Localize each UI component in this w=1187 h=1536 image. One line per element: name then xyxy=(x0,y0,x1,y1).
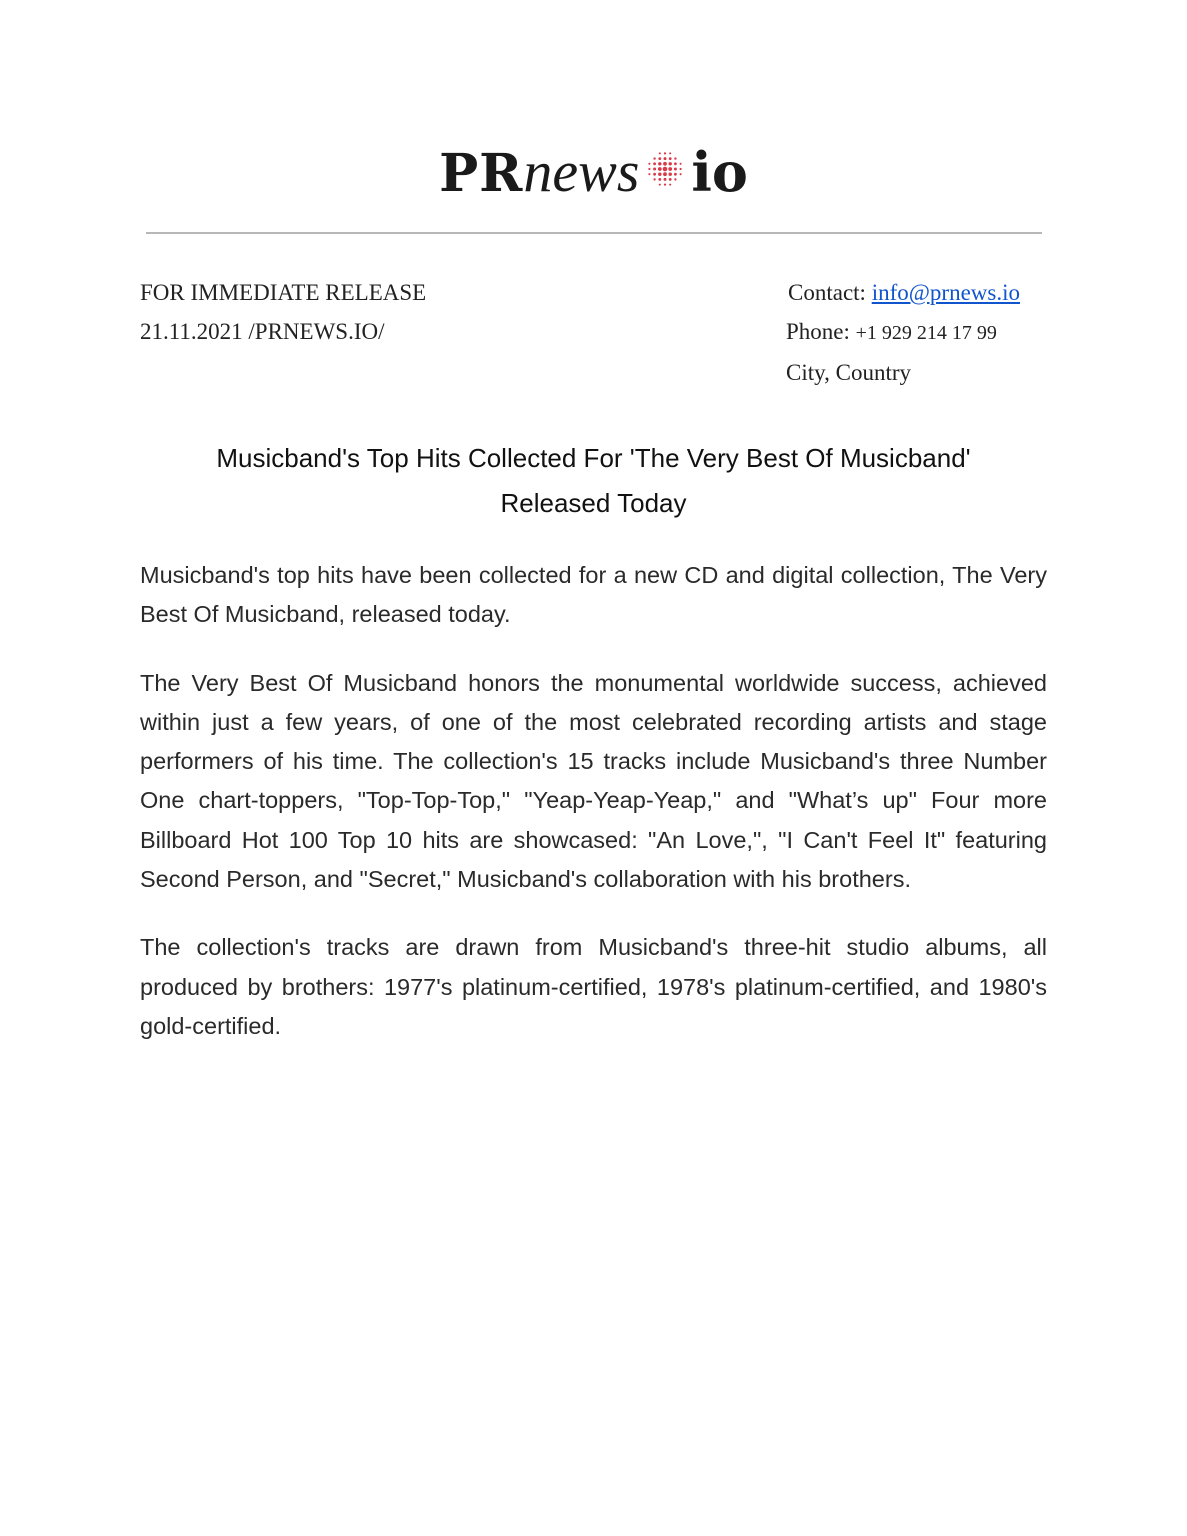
logo-dot xyxy=(649,163,651,165)
logo-dot xyxy=(664,152,666,154)
logo-dot xyxy=(658,172,661,175)
logo-dot xyxy=(649,168,651,170)
dateline: 21.11.2021 /PRNEWS.IO/ xyxy=(140,319,385,344)
logo-dot xyxy=(658,167,662,171)
logo-dot xyxy=(664,157,667,160)
body-paragraph-3: The collection's tracks are drawn from Musicband's three-hit studio albums, all produced by brothers: 1977's platinum-certified, 1978's platinum-certified, and 1980's gold-certified. xyxy=(140,934,1047,1039)
contact-info xyxy=(786,273,1020,392)
release-info xyxy=(140,273,426,351)
logo-dot xyxy=(659,178,662,181)
logo-pr-text: PR xyxy=(439,143,524,204)
logo-dot xyxy=(680,168,682,170)
logo-dot xyxy=(675,178,677,180)
logo-dot xyxy=(669,162,672,165)
logo-dot xyxy=(670,152,672,154)
header-divider xyxy=(146,232,1042,234)
body-paragraph-2: The Very Best Of Musicband honors the monumental worldwide success, achieved within just a few years, of one of the most celebrated recording artists and stage performers of his time. The collection's 15 tracks include Musicband's three Number One chart-toppers, "Top-Top-Top," "Yeap-Yeap-Yeap," and "What’s up" Four more Billboard Hot 100 Top 10 hits are showcased: "An Love,", "I Can't Feel It" featuring Second Person, and "Secret," Musicband's collaboration with his brothers. xyxy=(140,669,1047,893)
location: City, Country xyxy=(786,360,912,385)
logo-dot xyxy=(664,184,666,186)
body-paragraph-1: Musicband's top hits have been collected for a new CD and digital collection, The Very Best Of Musicband, released today. xyxy=(140,562,1047,628)
contact-row xyxy=(786,273,1020,312)
logo-dot xyxy=(669,178,672,181)
logo-dot xyxy=(674,168,677,171)
release-label: FOR IMMEDIATE RELEASE xyxy=(140,280,427,305)
logo-dot xyxy=(663,162,667,166)
logo-dot xyxy=(659,157,662,160)
logo-dot-burst-icon xyxy=(645,149,685,189)
logo-dot xyxy=(680,173,682,175)
logo-dot xyxy=(663,172,667,176)
logo-dot xyxy=(669,172,672,175)
logo-dot xyxy=(669,157,672,160)
logo-dot xyxy=(653,168,656,171)
logo-dot xyxy=(654,162,657,165)
logo-io-text: io xyxy=(691,140,748,204)
logo-dot xyxy=(649,173,651,175)
logo-dot xyxy=(658,162,661,165)
prnews-logo xyxy=(0,138,1187,205)
headline-line-2: Released Today xyxy=(500,488,687,518)
logo-dot xyxy=(654,157,656,159)
logo-dot xyxy=(674,173,677,176)
logo-dot xyxy=(659,152,661,154)
phone-row xyxy=(786,312,1020,353)
logo-dot xyxy=(664,178,667,181)
logo-dot xyxy=(669,167,673,171)
headline-line-1: Musicband's Top Hits Collected For 'The Very Best Of Musicband' xyxy=(216,443,971,473)
logo-news-text: news xyxy=(523,139,640,204)
press-release-headline xyxy=(150,436,1037,526)
press-release-body xyxy=(140,556,1047,1075)
logo-dot xyxy=(675,157,677,159)
logo-dot xyxy=(659,184,661,186)
contact-label: Contact: xyxy=(788,280,866,305)
logo-dot xyxy=(680,163,682,165)
phone-number: +1 929 214 17 99 xyxy=(855,322,997,344)
logo-dot xyxy=(654,173,657,176)
logo-dot xyxy=(674,162,677,165)
logo-dot xyxy=(663,167,668,172)
contact-email-link[interactable]: info@prnews.io xyxy=(871,280,1020,305)
phone-label: Phone: xyxy=(786,319,850,344)
logo-dot xyxy=(670,184,672,186)
logo-dot xyxy=(654,178,656,180)
